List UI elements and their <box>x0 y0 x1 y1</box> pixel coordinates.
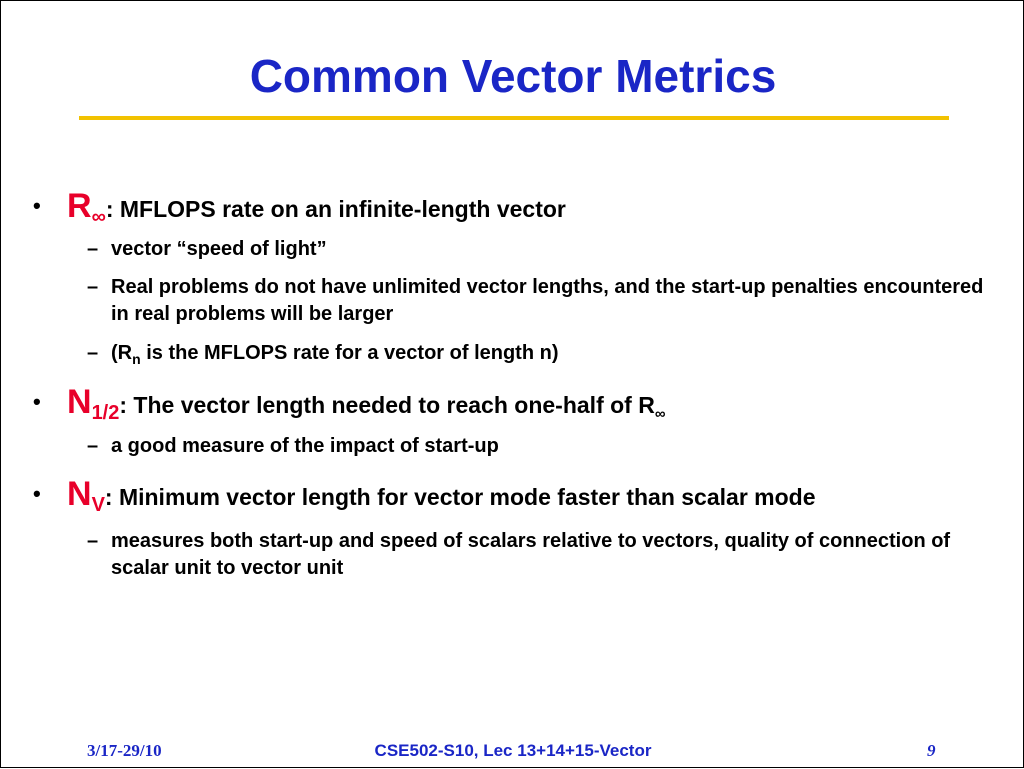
slide-content <box>1 1 1024 769</box>
bullet-symbol-subscript: ∞ <box>91 206 106 228</box>
subitem-text: is the MFLOPS rate for a vector of length n) <box>140 342 559 364</box>
footer-course: CSE502-S10, Lec 13+14+15-Vector <box>374 741 652 760</box>
bullet-text-subscript: ∞ <box>654 405 666 423</box>
dash-marker: – <box>87 276 99 298</box>
slide-title: Common Vector Metrics <box>249 50 777 102</box>
dash-marker: – <box>87 342 99 364</box>
subitem-text: vector “speed of light” <box>111 238 327 260</box>
bullet-symbol-subscript: V <box>91 494 105 516</box>
bullet-dot: • <box>33 481 41 506</box>
bullet-symbol: R <box>67 187 92 225</box>
subitem-subscript: n <box>132 351 141 367</box>
bullet-text: : The vector length needed to reach one-half of R <box>119 392 655 418</box>
bullet-dot: • <box>33 193 41 218</box>
bullet-text: : Minimum vector length for vector mode faster than scalar mode <box>104 484 816 510</box>
subitem-text: (R <box>111 342 133 364</box>
dash-marker: – <box>87 435 99 457</box>
dash-marker: – <box>87 238 99 260</box>
bullet-symbol: N <box>67 475 92 513</box>
dash-marker: – <box>87 530 99 552</box>
bullet-text: : MFLOPS rate on an infinite-length vector <box>105 196 566 222</box>
subitem-text: a good measure of the impact of start-up <box>111 435 499 457</box>
subitem-text: Real problems do not have unlimited vector lengths, and the start-up penalties encountered in real problems will be larger <box>111 276 984 325</box>
bullet-symbol-subscript: 1/2 <box>91 402 120 424</box>
bullet-dot: • <box>33 389 41 414</box>
footer-date: 3/17-29/10 <box>87 741 162 760</box>
subitem-text: measures both start-up and speed of scalars relative to vectors, quality of connection of scalar unit to vector unit <box>111 530 951 579</box>
bullet-symbol: N <box>67 383 92 421</box>
footer-page-number: 9 <box>927 741 936 760</box>
